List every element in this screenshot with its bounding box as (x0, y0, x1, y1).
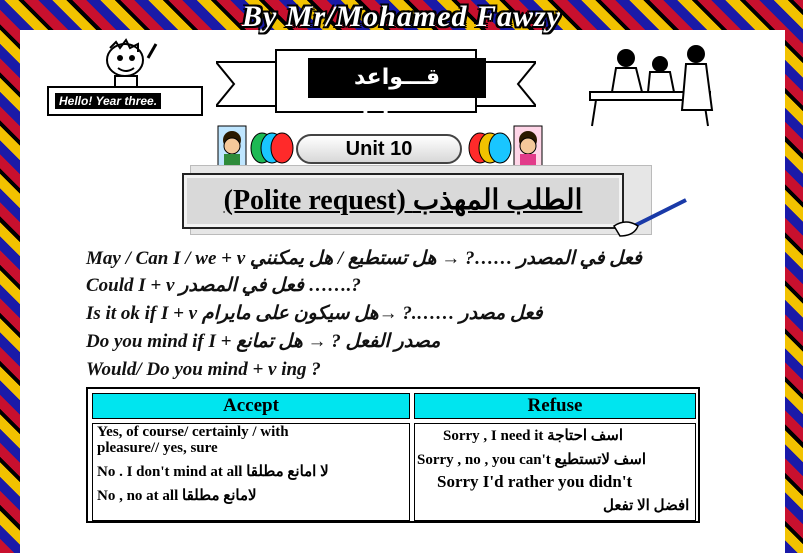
rule-line-5: Would/ Do you mind + v ing ? (86, 359, 321, 380)
refuse-line: Sorry , no , you can't اسف لاتستطيع (417, 452, 646, 468)
rule-line-4: Do you mind if I + مصدر الفعل ? → هل تمانع (86, 331, 441, 352)
rule-line-3: Is it ok if I + v فعل مصدر …….? →هل سيكون على مايرام (86, 303, 543, 324)
writing-hand-icon (612, 196, 692, 238)
accept-line: pleasure// yes, sure (97, 440, 218, 456)
refuse-header: Refuse (414, 393, 696, 419)
banner-title: قـــواعد ومـــهارات (308, 58, 486, 98)
boy-illustration-icon (90, 38, 180, 88)
refuse-cell (414, 423, 696, 521)
greeting-box (47, 86, 203, 116)
accept-header: Accept (92, 393, 410, 419)
refuse-line: افضل الا تفعل (603, 498, 690, 514)
author-title: By Mr/Mohamed Fawzy (241, 0, 562, 33)
polite-request-title: (Polite request) الطلب المهذب (223, 185, 583, 216)
accept-line: Yes, of course/ certainly / with (97, 424, 289, 440)
unit-label: Unit 10 (296, 134, 462, 164)
rule-line-2: Could I + v فعل في المصدر …….? (86, 275, 361, 296)
refuse-line: Sorry I'd rather you didn't (437, 472, 633, 491)
refuse-line: Sorry , I need it اسف احتاجة (443, 428, 624, 444)
responses-table (86, 387, 700, 523)
greeting-label: Hello! Year three. (55, 93, 161, 109)
accept-line: No , no at all لامانع مطلقا (97, 488, 257, 504)
accept-cell (92, 423, 410, 521)
students-illustration-icon (586, 40, 726, 128)
rule-line-1: May / Can I / we + v فعل في المصدر ……? → هل تستطيع / هل يمكنني (86, 248, 642, 269)
title-box (182, 173, 624, 229)
accept-line: No . I don't mind at all لا امانع مطلقا (97, 464, 329, 480)
